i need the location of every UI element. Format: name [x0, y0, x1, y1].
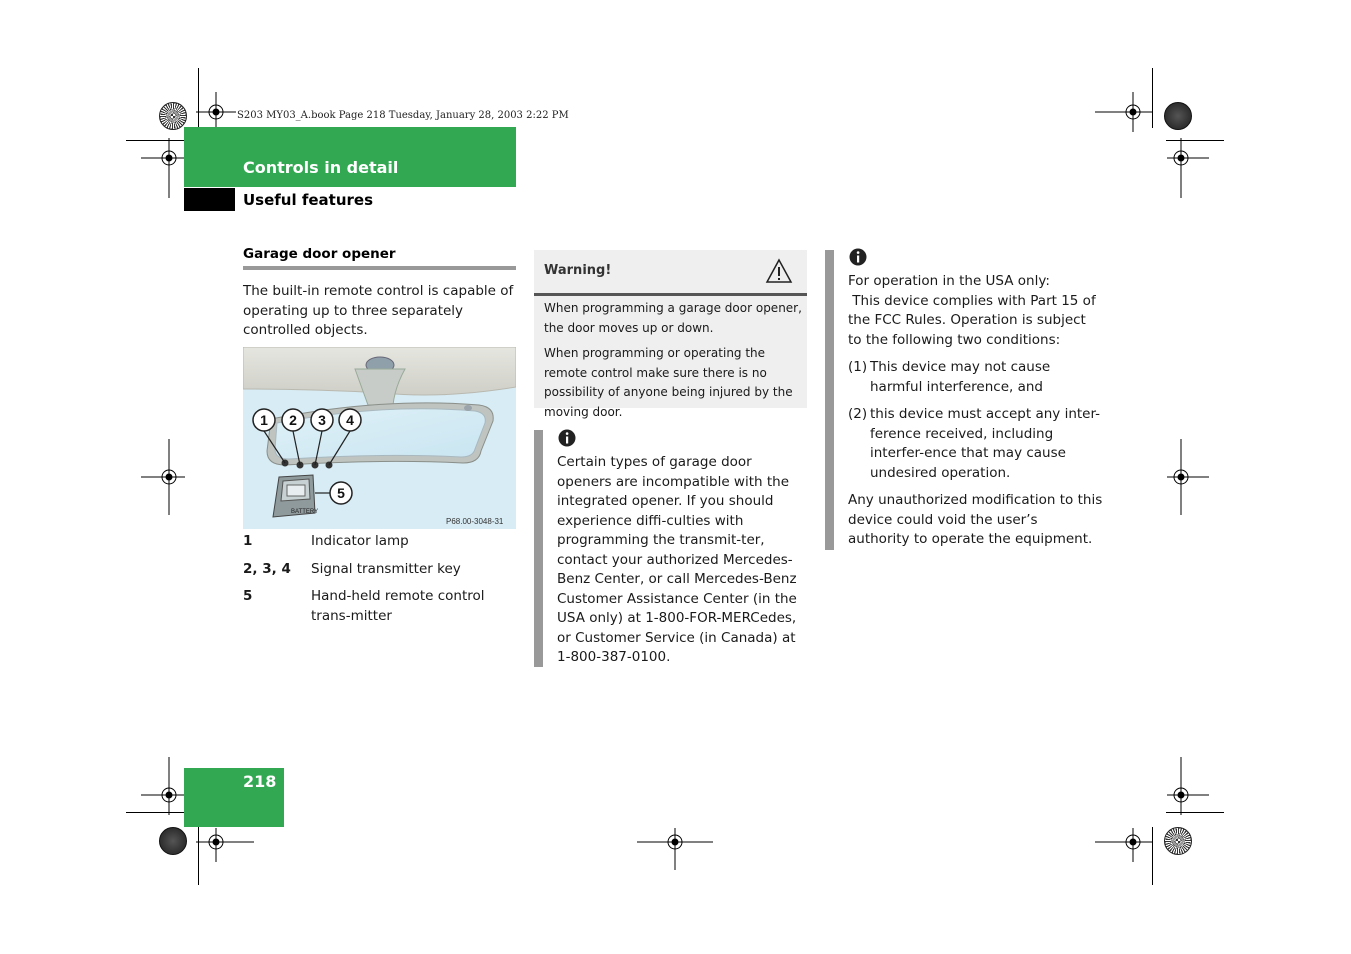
- info-icon: [849, 248, 867, 266]
- warning-body: [544, 299, 804, 428]
- section-rule: [243, 266, 516, 270]
- list-number: (2): [848, 406, 868, 422]
- warning-rule: [534, 293, 807, 296]
- header-banner: [184, 127, 516, 187]
- callout-label-3: 3: [318, 412, 326, 428]
- list-item: [848, 405, 1103, 483]
- registration-target-top-left: [159, 102, 187, 130]
- legend-value: Indicator lamp: [311, 533, 409, 549]
- list-text: this device must accept any inter-ference received, including interfer-ence that may cause undesired operation.: [870, 406, 1101, 481]
- warning-title: Warning!: [544, 263, 612, 278]
- legend-key: 2, 3, 4: [243, 560, 291, 577]
- hand-held-transmitter: [273, 475, 318, 517]
- list-number: (1): [848, 359, 868, 375]
- callout-label-5: 5: [337, 485, 345, 501]
- warning-triangle-icon: [765, 258, 793, 284]
- registration-target-top-right: [1164, 102, 1192, 130]
- legend-item: [243, 532, 523, 552]
- transmitter-label: BATTERY: [291, 509, 319, 515]
- header-marker: [184, 188, 235, 211]
- legend-key: 1: [243, 533, 253, 549]
- section-title: Garage door opener: [243, 246, 396, 262]
- legend-value: Hand-held remote control trans-mitter: [311, 588, 485, 624]
- callout-label-4: 4: [346, 412, 354, 428]
- legend-item: [243, 587, 523, 626]
- warning-box: [534, 250, 807, 419]
- list-text: This device may not cause harmful interference, and: [870, 359, 1051, 395]
- page-number: 218: [243, 772, 277, 791]
- legend-key: 5: [243, 588, 253, 604]
- callout-label-2: 2: [289, 412, 297, 428]
- registration-target-bottom-right: [1164, 827, 1192, 855]
- fcc-intro: For operation in the USA only:: [848, 273, 1050, 289]
- intro-text: The built-in remote control is capable of operating up to three separately controlled objects.: [243, 283, 514, 338]
- figure-reference-code: P68.00-3048-31: [446, 517, 504, 526]
- chapter-title: Controls in detail: [243, 158, 399, 177]
- note-bar: [825, 250, 834, 550]
- fcc-closing: Any unauthorized modification to this device could void the user’s authority to operate the equipment.: [848, 492, 1103, 547]
- rearview-mirror-figure: [243, 347, 516, 529]
- note-bar: [534, 430, 543, 667]
- figure-legend: [243, 532, 523, 634]
- compatibility-note: Certain types of garage door openers are incompatible with the integrated opener. If you should experience diffi-culties with programming the transmit-ter, contact your authorized Mercedes-Benz Center, or call Mercedes-Benz Customer Assistance Center (in the USA only) at 1-800-FOR-MERCedes, or Customer Service (in Canada) at 1-800-387-0100.: [557, 454, 797, 665]
- warning-paragraph: When programming a garage door opener, the door moves up or down.: [544, 301, 802, 335]
- registration-target-bottom-left: [159, 827, 187, 855]
- book-info: S203 MY03_A.book Page 218 Tuesday, January 28, 2003 2:22 PM: [237, 110, 569, 121]
- legend-item: [243, 560, 523, 580]
- chapter-subtitle: Useful features: [243, 191, 374, 209]
- fcc-compliance: This device complies with Part 15 of the FCC Rules. Operation is subject to the following two conditions:: [848, 292, 1100, 348]
- legend-value: Signal transmitter key: [311, 560, 461, 577]
- list-item: [848, 358, 1103, 397]
- info-icon: [558, 429, 576, 447]
- callout-label-1: 1: [260, 412, 268, 428]
- warning-paragraph: When programming or operating the remote control make sure there is no possibility of anyone being injured by the moving door.: [544, 346, 793, 419]
- fcc-note: [848, 272, 1103, 558]
